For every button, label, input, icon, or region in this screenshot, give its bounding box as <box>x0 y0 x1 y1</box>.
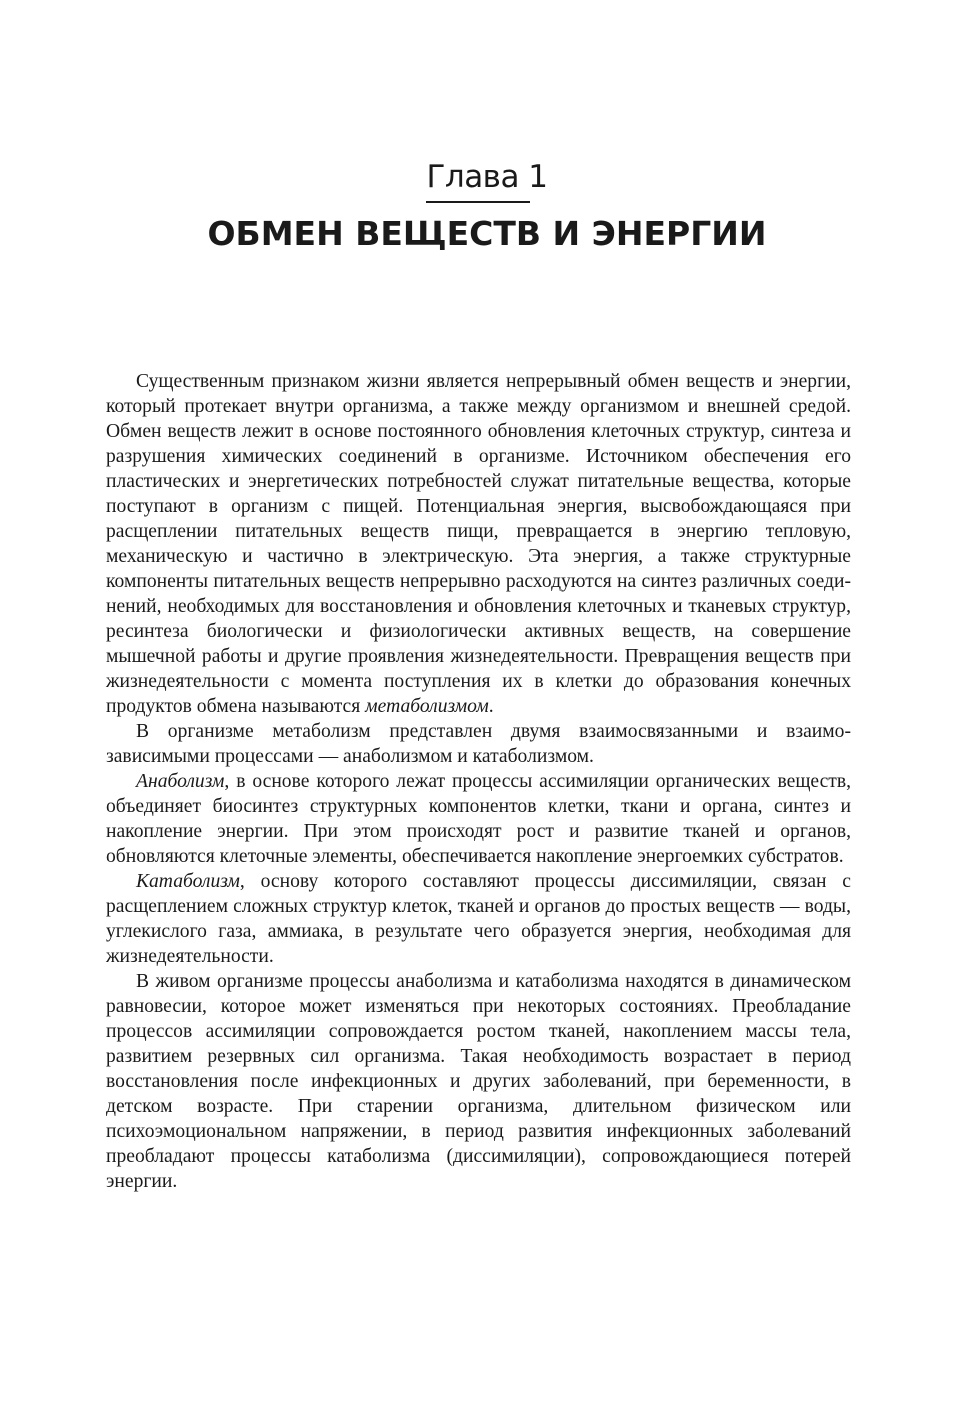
paragraph-text: , основу которого составляют процессы диссимиляции, связан с расщеплением сложных структур клеток, тканей и органов до простых веществ — воды, углекислого газа, аммиака, в результате чего образуется энергия, необходимая для жизнедеятельности. <box>106 871 851 967</box>
paragraph-text: . <box>488 696 494 717</box>
term-catabolism: Катаболизм <box>136 871 240 892</box>
paragraph-text: В организме метаболизм представлен двумя взаимосвязанными и взаимозависимыми процессами — анаболизмом и катаболизмом. <box>106 721 851 767</box>
paragraph-processes <box>106 719 851 769</box>
chapter-title: ОБМЕН ВЕЩЕСТВ И ЭНЕРГИИ <box>207 214 767 253</box>
term-metabolism: метаболизмом <box>365 696 489 717</box>
paragraph-text: Существенным признаком жизни является непрерывный обмен веществ и энергии, который протекает внутри организма, а также между организмом и внешней средой. Обмен веществ лежит в основе постоянного обновления клеточных структур, синтеза и разрушения химических соединений в организме. Источником обеспечения его пластических и энергетических потребностей служат питательные вещества, которые поступают в организм с пищей. Потенциальная энергия, высвобождающаяся при расщеплении питательных веществ пищи, превращается в энергию тепловую, механическую и частично в электрическую. Эта энергия, а также структурные компоненты питательных веществ непрерывно расходуются на синтез различных соединений, необходимых для восстановления и обновления клеточных и тканевых структур, ресинтеза биологически и физиологически активных веществ, на совершение мышечной работы и другие проявления жизнедеятельности. Превращения веществ при жизнедеятельности с момента поступления их в клетки до образования конечных продуктов обмена называются <box>106 371 851 717</box>
paragraph-anabolism <box>106 769 851 869</box>
paragraph-text: , в основе которого лежат процессы ассимиляции органических веществ, объединяет биосинтез структурных компонентов клетки, ткани и органа, синтез и накопление энергии. При этом происходят рост и развитие тканей и органов, обновляются клеточные элементы, обеспечивается накопление энергоемких субстратов. <box>106 771 851 867</box>
chapter-number: Глава 1 <box>426 159 548 195</box>
paragraph-text: В живом организме процессы анаболизма и катаболизма находятся в динамическом равновесии, которое может изменяться при некоторых состояниях. Преобладание процессов ассимиляции сопровождается ростом тканей, накоплением массы тела, развитием резервных сил организма. Такая необходимость возрастает в период восстановления после инфекционных и других заболеваний, при беременности, в детском возрасте. При старении организма, длительном физическом или психоэмоциональном напряжении, в период развития инфекционных заболеваний преобладают процессы катаболизма (диссимиляции), сопровождающиеся потерей энергии. <box>106 971 851 1192</box>
chapter-body <box>106 369 851 1194</box>
chapter-underline <box>426 201 530 203</box>
paragraph-metabolism <box>106 369 851 719</box>
paragraph-equilibrium <box>106 969 851 1194</box>
paragraph-catabolism <box>106 869 851 969</box>
term-anabolism: Анаболизм <box>136 771 225 792</box>
